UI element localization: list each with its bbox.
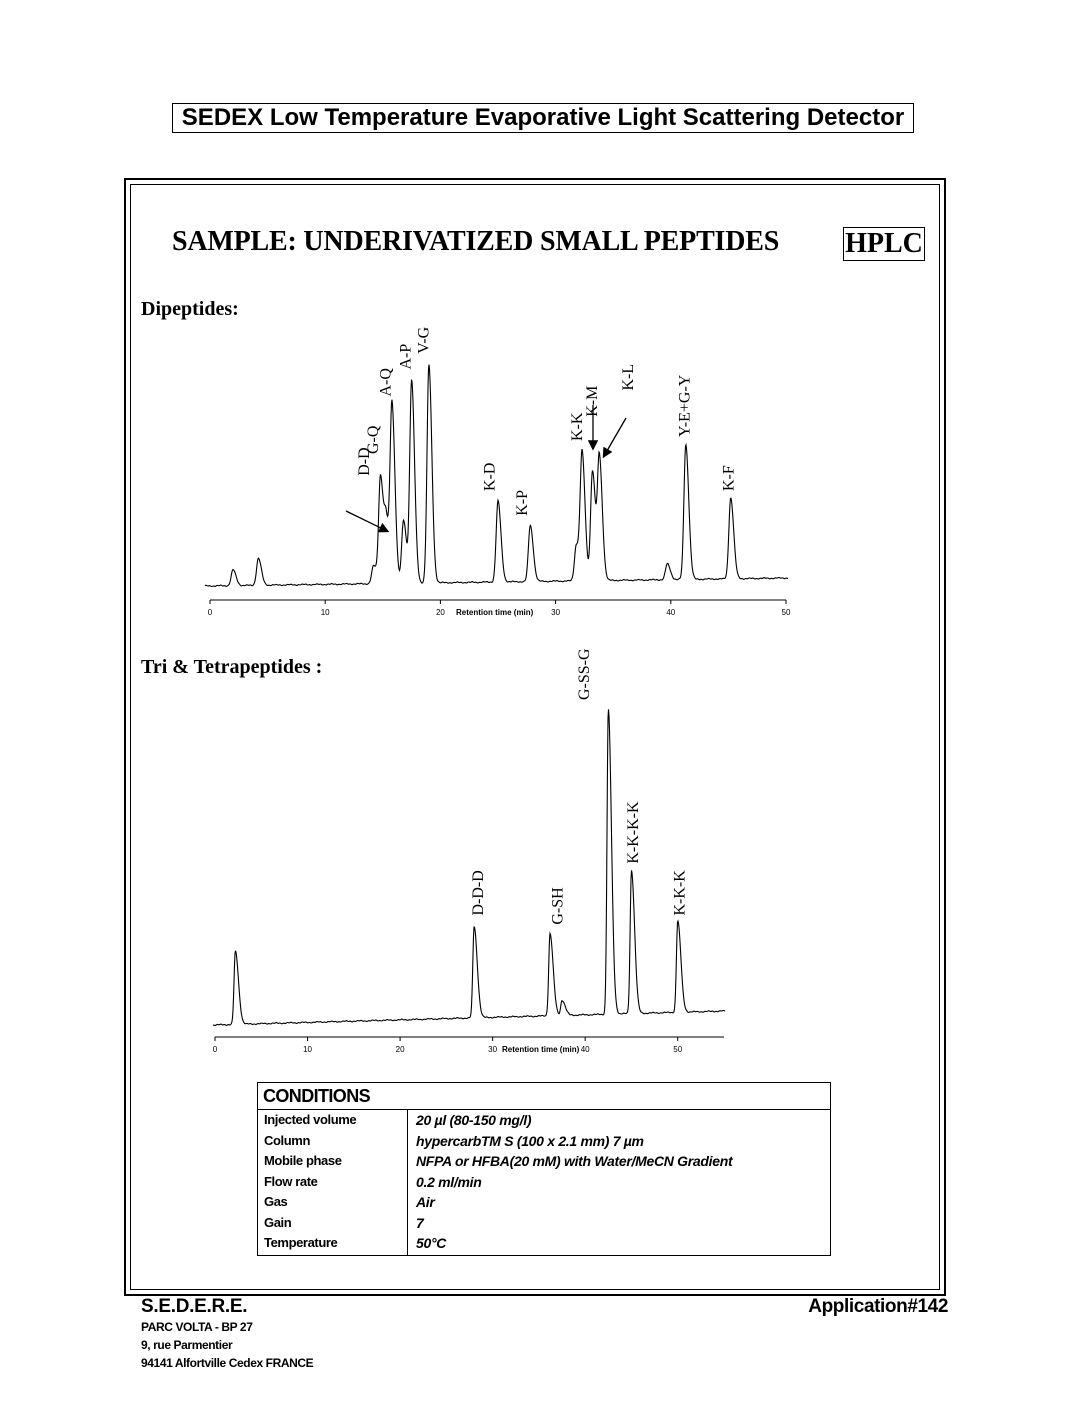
tri-tetrapeptides-heading: Tri & Tetrapeptides : — [141, 656, 323, 678]
peak-label: K-K-K-K — [625, 801, 643, 864]
condition-row — [258, 1192, 830, 1213]
x-axis-title: Retention time (min) — [502, 1045, 580, 1054]
conditions-heading: CONDITIONS — [258, 1083, 830, 1110]
condition-row — [258, 1213, 830, 1234]
condition-value: 0.2 ml/min — [416, 1173, 482, 1190]
chromatogram-trace — [213, 709, 725, 1025]
peak-label: V-G — [415, 326, 433, 354]
x-tick-label: 30 — [488, 1045, 498, 1054]
condition-key: Flow rate — [264, 1173, 318, 1189]
condition-value: NFPA or HFBA(20 mM) with Water/MeCN Gradient — [416, 1153, 733, 1169]
condition-key: Column — [264, 1132, 310, 1148]
peak-label: K-L — [620, 363, 638, 391]
condition-row — [258, 1172, 830, 1193]
conditions-rows — [258, 1110, 830, 1255]
x-tick-label: 10 — [320, 608, 330, 617]
dipeptides-chromatogram — [205, 326, 791, 617]
condition-value: Air — [416, 1194, 435, 1210]
condition-value: 7 — [416, 1214, 424, 1231]
company-name: S.E.D.E.R.E. — [141, 1296, 248, 1317]
address-line: 94141 Alfortville Cedex FRANCE — [141, 1356, 314, 1370]
condition-row — [258, 1131, 830, 1152]
technique-badge: HPLC — [843, 227, 925, 261]
condition-value: hypercarbTM S (100 x 2.1 mm) 7 µm — [416, 1132, 644, 1149]
x-axis-title: Retention time (min) — [456, 608, 534, 617]
x-tick-label: 50 — [781, 608, 791, 617]
x-tick-label: 30 — [551, 608, 561, 617]
x-tick-label: 20 — [395, 1045, 405, 1054]
condition-row — [258, 1151, 830, 1172]
d-d-pointer-arrow — [346, 511, 387, 531]
peak-label: G-SS-G — [575, 648, 593, 700]
condition-row — [258, 1233, 830, 1254]
peak-label: K-F — [720, 465, 738, 491]
peak-label: K-K-K — [671, 870, 689, 916]
column-divider — [407, 1110, 408, 1255]
x-tick-label: 0 — [212, 1045, 218, 1054]
x-tick-label: 20 — [435, 608, 445, 617]
peak-label: K-D — [481, 462, 499, 491]
x-tick-label: 50 — [673, 1045, 683, 1054]
condition-key: Gas — [264, 1194, 288, 1209]
address-line: 9, rue Parmentier — [141, 1338, 233, 1352]
peak-label: G-SH — [549, 887, 567, 925]
condition-key: Gain — [264, 1214, 292, 1230]
application-number: Application#142 — [808, 1296, 948, 1317]
peak-label: G-Q — [365, 425, 383, 454]
x-tick-label: 10 — [303, 1045, 312, 1054]
condition-row — [258, 1110, 830, 1131]
peak-label: D-D — [355, 447, 373, 476]
document-title: SEDEX Low Temperature Evaporative Light Scattering Detector — [172, 103, 914, 133]
x-tick-label: 40 — [580, 1045, 590, 1054]
dipeptides-heading: Dipeptides: — [141, 298, 239, 320]
x-tick-label: 0 — [207, 608, 213, 617]
peak-label: D-D-D — [469, 870, 487, 916]
peak-label: A-P — [397, 343, 415, 370]
tri-tetrapeptides-chromatogram — [213, 648, 725, 1054]
peak-label: Y-E+G-Y — [676, 374, 694, 437]
condition-key: Injected volume — [264, 1112, 357, 1127]
peak-label: A-Q — [377, 368, 395, 397]
peak-label: K-P — [513, 489, 531, 516]
condition-key: Temperature — [264, 1235, 338, 1250]
peak-label: K-K — [568, 412, 586, 441]
address-line: PARC VOLTA - BP 27 — [141, 1320, 253, 1334]
k-l-pointer-arrow — [604, 418, 626, 456]
x-tick-label: 40 — [666, 608, 676, 617]
conditions-table — [257, 1082, 831, 1256]
condition-value: 20 µl (80-150 mg/l) — [416, 1112, 532, 1128]
peak-label: K-M — [584, 385, 602, 417]
condition-value: 50°C — [416, 1235, 447, 1251]
condition-key: Mobile phase — [264, 1153, 342, 1168]
sample-title: SAMPLE: UNDERIVATIZED SMALL PEPTIDES — [172, 226, 780, 257]
